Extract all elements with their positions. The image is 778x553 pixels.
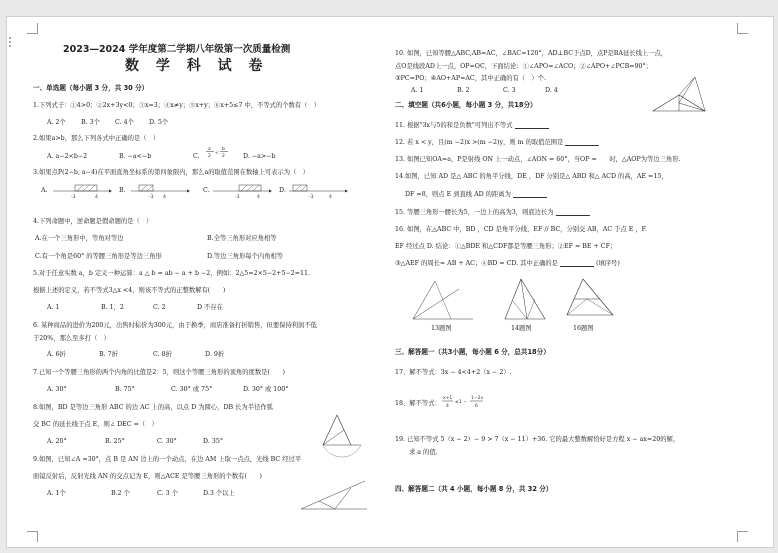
q2-option-d: D. −a>−b xyxy=(243,153,276,160)
q3-number-line-d xyxy=(289,181,349,201)
svg-text:4: 4 xyxy=(257,195,260,200)
q8-option-c: C. 30° xyxy=(157,438,177,445)
q6-option-d: D. 9折 xyxy=(205,351,225,358)
question-5-line2: 根据上述的定义，若不等式3△x <4，则该不等式的正整数解有( ) xyxy=(33,287,226,294)
question-17: 17、解不等式：3x − 4<4+2（x − 2）. xyxy=(395,369,512,376)
q10-option-c: C. 3 xyxy=(503,87,516,94)
question-16-tag: (填序号) xyxy=(596,260,620,267)
answer-blank-12[interactable] xyxy=(565,139,599,146)
answer-blank-11[interactable] xyxy=(515,122,549,129)
q7-option-d: D. 30° 或 100° xyxy=(243,386,289,393)
q1-option-c: C. 4个 xyxy=(115,119,134,126)
question-15-text: 15. 等腰三角形一腰长为5，一边上的高为3，则底边长为 xyxy=(395,209,554,216)
question-9-line1: 9.如图，已知∠A =30°，点 B 是 AN 边上的一个动点，在边 AM 上取一点点，光线 BC 经过平 xyxy=(33,456,302,463)
q8-option-d: D. 35° xyxy=(203,438,223,445)
svg-text:-3: -3 xyxy=(149,195,154,200)
q2-option-c: C. xyxy=(193,153,200,160)
question-15 xyxy=(395,209,590,216)
svg-text:4: 4 xyxy=(163,195,166,200)
q3-number-line-b xyxy=(131,181,191,201)
svg-text:6: 6 xyxy=(475,404,478,409)
svg-text:-3: -3 xyxy=(71,195,76,200)
q10-option-b: B. 2 xyxy=(457,87,470,94)
section-4-heading: 四、解答题二（共 4 小题，每小题 8 分，共 32 分） xyxy=(395,485,553,493)
question-16-text: ③△AEF 的周长= AB + AC；④BD = CD. 其中正确的是 xyxy=(395,260,558,267)
section-1-heading: 一、单选题（每小题 3 分，共 30 分） xyxy=(33,84,149,92)
q4-option-a: A.在一个三角形中，等角对等边 xyxy=(35,235,124,242)
q1-option-a: A. 2个 xyxy=(47,119,66,126)
exam-page xyxy=(6,16,774,548)
exam-title: 2023—2024 学年度第二学期八年级第一次质量检测 xyxy=(63,44,291,55)
q1-option-b: B. 3个 xyxy=(81,119,100,126)
crop-mark-bl xyxy=(27,531,38,542)
svg-text:4: 4 xyxy=(446,404,449,409)
q8-option-a: A. 20° xyxy=(47,438,67,445)
q4-option-c: C.有一个角是60° 的等腰三角形是等边三角形 xyxy=(35,253,162,260)
svg-text:b: b xyxy=(222,147,225,152)
q5-option-b: B. 1，2 xyxy=(101,304,124,311)
q7-option-b: B. 75° xyxy=(115,386,135,393)
q4-option-d: D.等边三角形每个内角相等 xyxy=(207,253,284,260)
q5-option-c: C. 2 xyxy=(153,304,166,311)
question-10-line1: 10. 如图，已知等腰△ABC,AB=AC，∠BAC=120°，AD⊥BC于点D，点P是BA延长线上一点， xyxy=(395,50,668,57)
question-16-line1: 16. 如图，在△ABC 中，BD ，CD 是角平分线，EF // BC，分别交 AB，AC 于点 E ，F. xyxy=(395,226,648,233)
q5-option-d: D 不存在 xyxy=(197,304,223,311)
q2-option-c-fraction xyxy=(205,145,235,163)
svg-text:4: 4 xyxy=(95,195,98,200)
q10-option-d: D. 4 xyxy=(545,87,558,94)
q3-option-b: B. xyxy=(119,187,126,194)
section-3-heading: 三、解答题一（共3小题，每小题 6 分，总共18分） xyxy=(395,348,550,356)
svg-text:-3: -3 xyxy=(235,195,240,200)
svg-text:2: 2 xyxy=(222,154,225,159)
q7-option-a: A. 30° xyxy=(47,386,67,393)
answer-blank-14[interactable] xyxy=(513,191,547,198)
crop-mark-tl xyxy=(27,23,38,34)
fig14-diagram xyxy=(501,275,551,325)
question-19-line1: 19. 已知不等式 5（x − 2）− 9 > 7（x − 11）+36. 它的最大整数解恰好是方程 x − ax=20的解， xyxy=(395,436,680,443)
q10-figure xyxy=(649,73,709,115)
question-18-label: 18、解不等式： xyxy=(395,400,441,407)
q5-option-a: A. 1 xyxy=(47,304,60,311)
q8-option-b: B. 25° xyxy=(105,438,125,445)
question-7: 7.已知一个等腰三角形的两个内角的比值是2：5，则这个等腰三角形的顶角的度数是( ) xyxy=(33,369,285,376)
question-14-line1: 14.如图，已知 AD 是△ ABC 的角平分线，DE ，DF 分别是△ ABD 和△ ACD 的高，AE =15， xyxy=(395,173,668,180)
question-10-line2: 点O是线段AD上一点，OP=OC，下面结论：①∠APO=∠ACO；②∠APO+∠PCB=90°； xyxy=(395,63,652,70)
answer-blank-16[interactable] xyxy=(560,260,594,267)
question-8-line1: 8.如图，BD 是等边三角形 ABC 的边 AC 上的高，以点 D 为圆心，DB 长为半径作弧 xyxy=(33,404,273,411)
fig16-caption: 16题图 xyxy=(573,325,594,332)
exam-subtitle: 数 学 科 试 卷 xyxy=(125,58,269,74)
q2-option-b: B. −a<−b xyxy=(119,153,152,160)
q3-number-line-c xyxy=(213,181,273,201)
q3-option-d: D. xyxy=(279,187,286,194)
fig14-caption: 14题图 xyxy=(511,325,532,332)
q3-number-line-a xyxy=(53,181,113,201)
question-16-line2: EF 经过点 D. 结论：①△BDE 和△CDF都是等腰三角形；②EF = BE + CF； xyxy=(395,243,617,250)
q2-option-a: A. a−2<b−2 xyxy=(47,153,88,160)
q6-option-c: C. 8折 xyxy=(153,351,172,358)
q8-figure xyxy=(319,411,363,455)
question-6-line2: 于20%，那么至多打（ ） xyxy=(33,335,110,342)
question-8-line2: 交 BC 的延长线于点 E，则∠ DEC =（ ） xyxy=(33,421,158,428)
q9-option-d: D.3 个以上 xyxy=(203,490,235,497)
question-14-line2 xyxy=(405,191,547,198)
fig13-caption: 13题图 xyxy=(431,325,452,332)
crop-mark-tr xyxy=(737,23,748,34)
q3-option-a: A. xyxy=(41,187,48,194)
q1-option-d: D. 5个 xyxy=(149,119,169,126)
question-1: 1.下列式子：①4>0；②2x+3y<0；③x=3；④x≠y；⑤x+y；⑥x+5≤7 中，不等式的个数有（ ） xyxy=(33,102,321,109)
fig13-diagram xyxy=(411,275,477,325)
question-2: 2.如果a>b，那么下列各式中正确的是（ ） xyxy=(33,135,160,142)
q9-option-b: B.2 个 xyxy=(111,490,130,497)
question-14-text: DF =8，则点 E 到直线 AD 的距离为 xyxy=(405,191,511,198)
question-5-line1: 5.对于任意实数 a，b 定义一种运算：a △ b = ab − a + b −2，例如：2△5=2×5−2+5−2=11. xyxy=(33,270,311,277)
drag-handle-icon[interactable] xyxy=(6,37,13,51)
svg-text:1−2x: 1−2x xyxy=(471,396,484,401)
q4-option-b: B.全等三角形对应角相等 xyxy=(207,235,277,242)
question-9-line2: 面镜反射后，反射光线 AN 的交点记为 E，则△ACE 是等腰三角形的个数有( ) xyxy=(33,473,262,480)
question-11 xyxy=(395,122,549,129)
question-16-line3 xyxy=(395,260,620,267)
question-10-line3: ③PC=PO；④AO+AP=AC，其中正确的有（ ）个. xyxy=(395,75,546,82)
svg-text:<: < xyxy=(215,151,219,156)
svg-text:≤1 −: ≤1 − xyxy=(455,400,467,405)
crop-mark-br xyxy=(737,531,748,542)
svg-text:-3: -3 xyxy=(309,195,314,200)
section-2-heading: 二、填空题（共6小题，每小题 3 分，共18分） xyxy=(395,101,537,109)
question-18-fractions xyxy=(441,393,501,413)
q6-option-b: B. 7折 xyxy=(99,351,118,358)
question-12 xyxy=(395,139,599,146)
fig16-diagram xyxy=(563,275,619,325)
svg-text:x+1: x+1 xyxy=(443,396,453,401)
question-4: 4.下列命题中，逆命题是假命题的是（ ） xyxy=(33,218,153,225)
q3-option-c: C. xyxy=(203,187,210,194)
question-3: 3.如果点P(2−b, a−4)在平面直角坐标系的第四象限内，那么a的取值范围在数轴上可表示为（ ） xyxy=(33,169,309,176)
answer-blank-15[interactable] xyxy=(556,209,590,216)
question-13: 13. 如图已知OA=a，P是射线 ON 上一动点，∠AON = 60°，当OP = 时，△AOP为等边三角形. xyxy=(395,156,681,163)
question-12-text: 12. 若 x < y，且(m −2)x >(m −2)y，则 m 的取值范围是 xyxy=(395,139,564,146)
question-6-line1: 6. 某种商品的进价为200元，出售时标价为300元，由于换季，商店准备打折销售，但要保持利润不低 xyxy=(33,322,317,329)
q7-option-c: C. 30° 或 75° xyxy=(171,386,213,393)
question-11-text: 11. 根据"3x与5的和是负数"可列出不等式 xyxy=(395,122,513,129)
q6-option-a: A. 6折 xyxy=(47,351,66,358)
svg-text:4: 4 xyxy=(329,195,332,200)
q10-option-a: A. 1 xyxy=(411,87,424,94)
svg-text:a: a xyxy=(208,147,211,152)
svg-text:2: 2 xyxy=(208,154,211,159)
question-19-line2: 求 a 的值. xyxy=(409,449,438,456)
q9-option-c: C. 3 个 xyxy=(157,490,178,497)
q9-option-a: A. 1个 xyxy=(47,490,66,497)
q9-figure xyxy=(299,479,369,513)
